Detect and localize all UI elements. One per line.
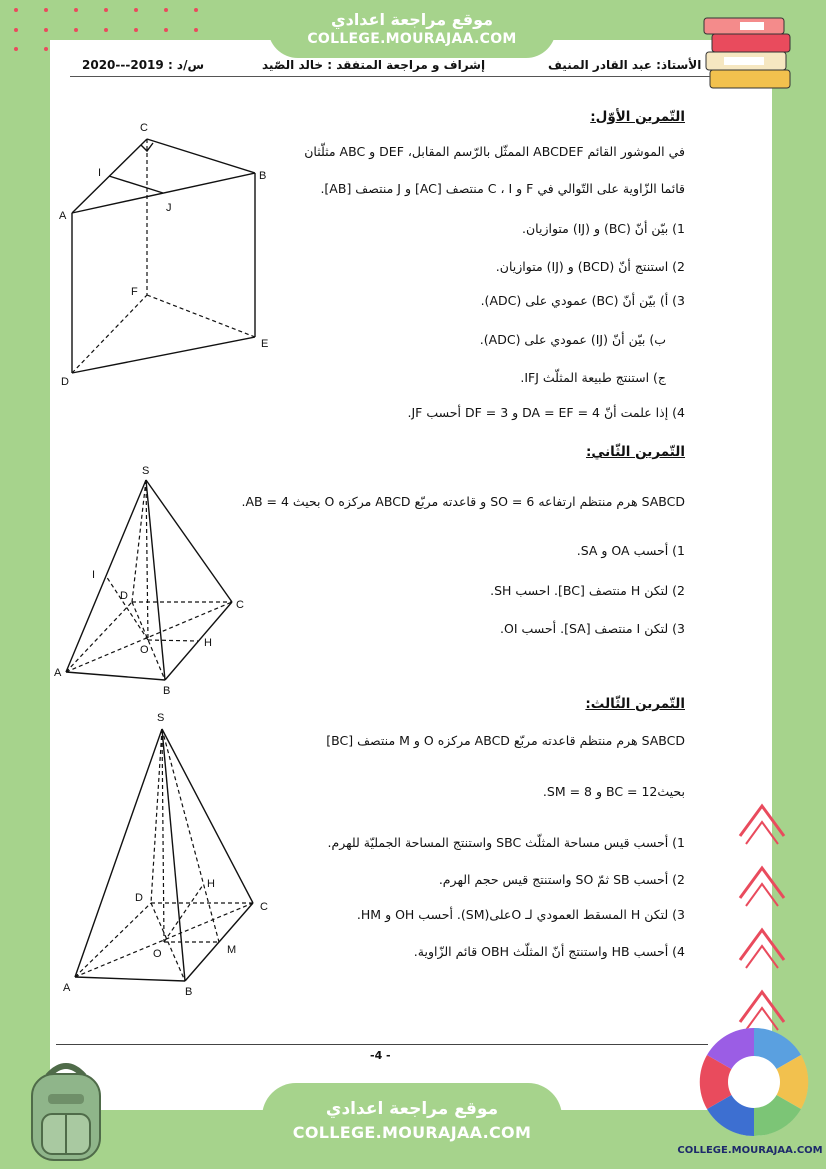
exercise3-question2: 2) أحسب SB ثمّ SO واستنتج قيس حجم الهرم. (438, 872, 685, 887)
pyramid1-label-a: A (54, 667, 62, 679)
exercise2-question2: 2) لتكن H منتصف [BC]. احسب SH. (490, 583, 685, 598)
school-wheel-logo-icon (694, 1024, 814, 1144)
site-banner-bottom[interactable] (262, 1083, 562, 1169)
exercise1-question2: 2) استنتج أنّ (BCD) و (IJ) متوازيان. (495, 259, 685, 274)
pyramid2-label-h: H (207, 878, 215, 890)
books-icon (700, 12, 796, 94)
exercise1-question3b: ب) بيّن أنّ (IJ) عمودي على (ADC). (479, 332, 666, 347)
header-rule (70, 76, 710, 77)
chevron-up-icon (734, 914, 790, 970)
prism-figure (55, 115, 275, 395)
prism-label-c: C (140, 122, 148, 134)
banner-top-arabic: موقع مراجعة اعدادي (330, 10, 494, 29)
prism-label-e: E (261, 338, 269, 350)
site-banner-top[interactable] (268, 0, 556, 58)
supervision-line: إشراف و مراجعة المتفقد : خالد الصّيد (262, 58, 486, 72)
exercise2-statement: SABCD هرم منتظم ارتفاعه SO = 6 و قاعدته مربّع ABCD مركزه O بحيث AB = 4. (241, 494, 685, 509)
footer-rule (56, 1044, 708, 1045)
pyramid1-label-s: S (142, 465, 150, 477)
prism-label-j: J (166, 202, 172, 214)
pyramid1-label-i: I (92, 569, 96, 581)
exercise1-question3c: ج) استنتج طبيعة المثلّث IFJ. (520, 370, 666, 385)
school-year: س/د : 2019---2020 (82, 58, 205, 72)
chevron-up-icon (734, 852, 790, 908)
page-number: -4 - (370, 1049, 391, 1062)
exercise3-statement-line1: SABCD هرم منتظم قاعدته مربّع ABCD مركزه O و M منتصف [BC] (326, 733, 685, 748)
pyramid1-label-o: O (140, 644, 149, 656)
chevron-up-icon (734, 790, 790, 846)
exercise3-question1: 1) أحسب قيس مساحة المثلّث SBC واستنتج المساحة الجمليّة للهرم. (327, 835, 685, 850)
exercise1-question1: 1) بيّن أنّ (BC) و (IJ) متوازيان. (522, 221, 685, 236)
prism-label-i: I (98, 167, 102, 179)
pyramid1-figure (52, 460, 262, 700)
prism-label-d: D (61, 376, 69, 388)
exercise1-statement-line2: قائما الزّاوية على التّوالي في F و C ، I منتصف [AC] و J منتصف [AB]. (320, 181, 685, 196)
exercise1-statement-line1: في الموشور القائم ABCDEF الممثّل بالرّسم المقابل، DEF و ABC مثلّثان (304, 144, 685, 159)
pyramid2-label-m: M (227, 944, 237, 956)
exercise2-question3: 3) لتكن I منتصف [SA]. أحسب OI. (500, 621, 685, 636)
pyramid2-label-c: C (260, 901, 268, 913)
logo-caption: COLLEGE.MOURAJAA.COM (677, 1145, 823, 1156)
exercise3-question3: 3) لتكن H المسقط العمودي لـ Oعلى(SM). أحسب OH و HM. (356, 907, 685, 922)
pyramid2-label-d: D (135, 892, 143, 904)
pyramid2-label-a: A (63, 982, 71, 994)
pyramid1-label-b: B (163, 685, 171, 697)
prism-label-a: A (59, 210, 67, 222)
banner-bottom-url: COLLEGE.MOURAJAA.COM (292, 1123, 532, 1142)
pyramid1-label-d: D (120, 590, 128, 602)
pyramid2-figure (55, 705, 280, 995)
exercise2-question1: 1) أحسب OA و SA. (576, 543, 685, 558)
pyramid1-label-h: H (204, 637, 212, 649)
banner-top-url: COLLEGE.MOURAJAA.COM (307, 31, 517, 47)
exercise3-title: التّمرين الثّالث: (585, 696, 685, 712)
exercise1-question4: 4) إذا علمت أنّ DA = EF = 4 و DF = 3 أحسب JF. (407, 405, 685, 420)
exercise1-title: التّمرين الأوّل: (590, 109, 685, 125)
exercise3-question4: 4) أحسب HB واستنتج أنّ المثلّث OBH قائم الزّاوية. (413, 944, 685, 959)
teacher-name: الأستاذ: عبد القادر المنيف (548, 58, 702, 72)
prism-label-b: B (259, 170, 267, 182)
pyramid2-label-s: S (157, 712, 165, 724)
banner-bottom-arabic: موقع مراجعة اعدادي (325, 1099, 499, 1119)
pyramid2-label-b: B (185, 986, 193, 995)
pyramid1-label-c: C (236, 599, 244, 611)
prism-label-f: F (131, 286, 138, 298)
exercise2-title: التّمرين الثّاني: (586, 444, 685, 460)
exercise1-question3a: 3) أ) بيّن أنّ (BC) عمودي على (ADC). (480, 293, 685, 308)
exercise3-statement-line2: بحيث12 = BC و SM = 8. (542, 784, 685, 799)
pyramid2-label-o: O (153, 948, 162, 960)
backpack-icon (18, 1056, 114, 1164)
